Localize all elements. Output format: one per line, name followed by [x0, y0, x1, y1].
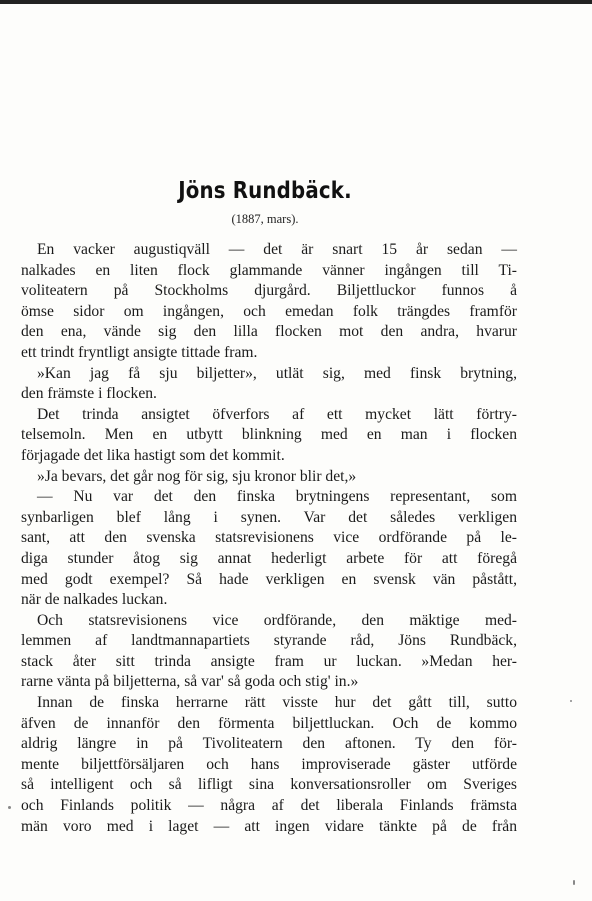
text-line: stack åter sitt trinda ansigte fram ur luckan. »Medan her-: [21, 652, 517, 670]
text-line: rarne vänta på biljetterna, så var' så goda och stig' in.»: [21, 673, 359, 691]
text-line: äfven de innanför den förmenta biljettluckan. Och de kommo: [21, 714, 517, 732]
text-line: — Nu var det den finska brytningens representant, som: [37, 488, 517, 506]
text-line: den ena, vände sig den lilla flocken mot den andra, hvarur: [21, 323, 517, 341]
text-line: Och statsrevisionens vice ordförande, den mäktige med-: [37, 611, 517, 629]
top-border-rule: [0, 0, 592, 4]
text-line: Innan de finska herrarne rätt visste hur det gått till, sutto: [37, 694, 517, 712]
text-line: med godt exempel? Så hade verkligen en svensk vän påstått,: [21, 570, 517, 588]
paper-speck: [573, 880, 575, 885]
chapter-date: (1887, mars).: [231, 212, 299, 226]
text-line: förjagade det lika hastigt som det kommit.: [21, 446, 285, 464]
text-line: synbarligen blef lång i synen. Var det således verkligen: [21, 508, 517, 526]
text-line: Det trinda ansigtet öfverfors af ett mycket lätt förtry-: [37, 405, 517, 423]
text-line: aldrig längre in på Tivoliteatern den aftonen. Ty den för-: [21, 735, 517, 753]
text-line: »Ja bevars, det går nog för sig, sju kronor blir det,»: [37, 467, 357, 485]
text-line: ett trindt fryntligt ansigte tittade fram.: [21, 343, 258, 361]
text-line: när de nalkades luckan.: [21, 591, 168, 609]
text-line: telsemoln. Men en utbytt blinkning med en man i flocken: [21, 426, 517, 444]
text-line: och Finlands politik — några af det liberala Finlands främsta: [21, 797, 517, 815]
text-line: diga stunder åtog sig annat hederligt arbete för att föregå: [21, 549, 517, 567]
paper-speck: [570, 700, 572, 702]
text-line: sant, att den svenska statsrevisionens vice ordförande på le-: [21, 529, 517, 547]
text-line: »Kan jag få sju biljetter», utlät sig, med finsk brytning,: [37, 364, 517, 382]
paper-speck: [8, 806, 11, 809]
text-line: så intelligent och så lifligt sina konversationsroller om Sveriges: [21, 776, 517, 794]
text-line: nalkades en liten flock glammande vänner ingången till Ti-: [21, 261, 517, 279]
body-text: [21, 240, 517, 837]
text-line: mente biljettförsäljaren och hans improviserade gäster utförde: [21, 755, 517, 773]
text-line: män voro med i laget — att ingen vidare tänkte på de från: [21, 817, 517, 835]
text-line: voliteatern på Stockholms djurgård. Biljettluckor funnos å: [21, 282, 517, 300]
chapter-title: Jöns Rundbäck.: [178, 178, 352, 204]
text-line: den främste i flocken.: [21, 385, 157, 403]
text-line: lemmen af landtmannapartiets styrande råd, Jöns Rundbäck,: [21, 632, 517, 650]
text-line: En vacker augustiqväll — det är snart 15 år sedan —: [37, 241, 517, 258]
text-line: ömse sidor om ingången, och emedan folk trängdes framför: [21, 302, 517, 320]
